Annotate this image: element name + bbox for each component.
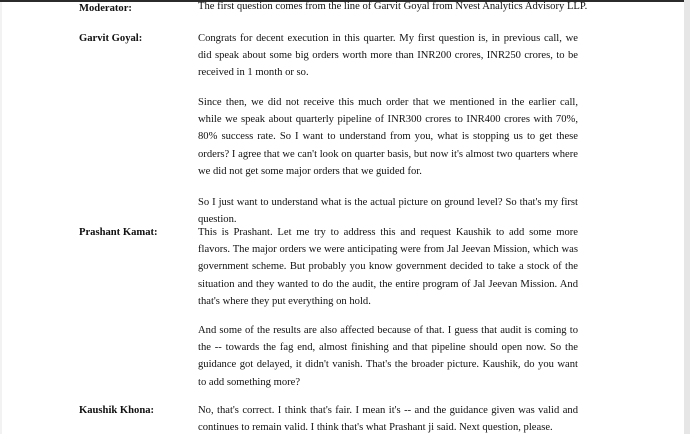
garvit-paragraph-2: Since then, we did not receive this much order that we mentioned in the earlier call, while we speak about quarterly pipeline of INR300 crores to INR400 crores with 70%, 80% success rate. So I want to understand from you, what is stopping us to get these orders? I agree that we can't look on quarter basis, but now it's almost two quarters where we did not get some major orders that we guided for.	[198, 97, 578, 177]
moderator-paragraph-1: The first question comes from the line of Garvit Goyal from Nvest Analytics Advisory LLP.	[198, 1, 588, 12]
speaker-moderator: Moderator:	[79, 3, 132, 14]
prashant-paragraph-1: This is Prashant. Let me try to address this and request Kaushik to add some more flavors. The major orders we were anticipating were from Jal Jeevan Mission, which was government scheme. But probably you know government decided to take a stock of the situation and they wanted to do the audit, the entire program of Jal Jeevan Mission. And that's where they put everything on hold.	[198, 227, 578, 307]
prashant-paragraph-2: And some of the results are also affected because of that. I guess that audit is coming to the -- towards the fag end, almost finishing and that pipeline should open now. So the guidance got delayed, it didn't vanish. That's the broader picture. Kaushik, do you want to add something more?	[198, 325, 578, 388]
speaker-kaushik-khona: Kaushik Khona:	[79, 405, 155, 416]
speaker-prashant-kamat: Prashant Kamat:	[79, 227, 158, 238]
kaushik-paragraph-1: No, that's correct. I think that's fair. I mean it's -- and the guidance given was valid and continues to remain valid. I think that's what Prashant ji said. Next question, please.	[198, 405, 578, 434]
speaker-garvit-goyal: Garvit Goyal:	[79, 33, 143, 44]
scrollbar-track[interactable]	[684, 0, 690, 434]
garvit-paragraph-1: Congrats for decent execution in this quarter. My first question is, in previous call, we did speak about some big orders worth more than INR200 crores, INR250 crores, to be received in 1 month or so.	[198, 33, 578, 79]
garvit-paragraph-3: So I just want to understand what is the actual picture on ground level? So that's my first question.	[198, 197, 578, 226]
